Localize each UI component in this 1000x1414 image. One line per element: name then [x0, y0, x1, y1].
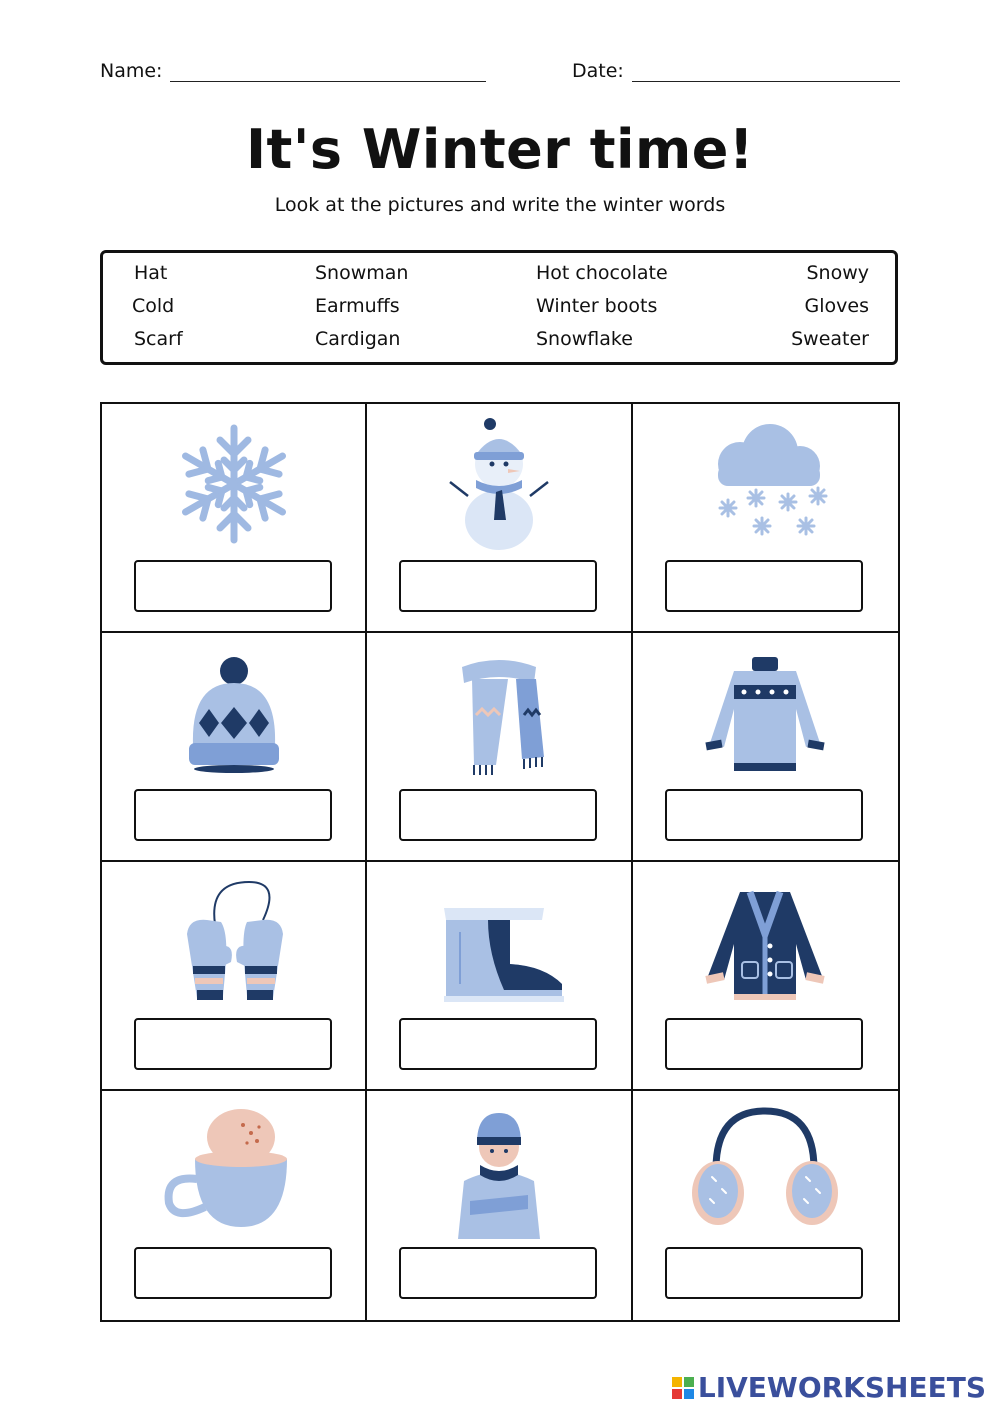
page-title: It's Winter time!	[245, 118, 755, 181]
logo-mark-icon	[672, 1377, 694, 1399]
word-bank-item: Snowy	[806, 262, 869, 284]
cardigan-icon	[690, 874, 840, 1010]
word-bank-item: Gloves	[804, 295, 869, 317]
hot-chocolate-icon	[159, 1103, 309, 1239]
name-field	[100, 60, 486, 82]
grid-cell	[367, 404, 632, 633]
snowflake-icon	[159, 416, 309, 552]
date-label: Date:	[572, 60, 624, 82]
word-bank-item: Hot chocolate	[536, 262, 668, 284]
word-bank-item: Winter boots	[536, 295, 658, 317]
answer-box[interactable]	[134, 789, 332, 841]
answer-box[interactable]	[399, 789, 597, 841]
winter-boot-icon	[424, 874, 574, 1010]
answer-box[interactable]	[665, 789, 863, 841]
word-bank-item: Cold	[132, 295, 175, 317]
grid-cell	[633, 862, 898, 1091]
grid-cell	[633, 404, 898, 633]
scarf-icon	[424, 645, 574, 781]
picture-grid	[100, 402, 900, 1322]
earmuffs-icon	[690, 1103, 840, 1239]
answer-box[interactable]	[399, 1247, 597, 1299]
sweater-icon	[690, 645, 840, 781]
grid-cell	[367, 633, 632, 862]
grid-cell	[102, 404, 367, 633]
answer-box[interactable]	[399, 560, 597, 612]
word-bank-item: Hat	[134, 262, 168, 284]
word-bank-item: Cardigan	[315, 328, 401, 350]
snowman-icon	[424, 416, 574, 552]
answer-box[interactable]	[134, 1247, 332, 1299]
mittens-icon	[159, 874, 309, 1010]
grid-cell	[367, 1091, 632, 1320]
grid-cell	[102, 633, 367, 862]
word-bank-item: Sweater	[791, 328, 869, 350]
answer-box[interactable]	[665, 1247, 863, 1299]
answer-box[interactable]	[399, 1018, 597, 1070]
name-input-line[interactable]	[170, 61, 486, 82]
answer-box[interactable]	[134, 560, 332, 612]
grid-cell	[102, 862, 367, 1091]
word-bank-item: Snowflake	[536, 328, 633, 350]
date-field	[572, 60, 900, 82]
answer-box[interactable]	[665, 560, 863, 612]
liveworksheets-logo	[672, 1371, 986, 1404]
grid-cell	[633, 1091, 898, 1320]
winter-hat-icon	[159, 645, 309, 781]
cold-person-icon	[424, 1103, 574, 1239]
grid-cell	[633, 633, 898, 862]
instructions: Look at the pictures and write the winter words	[274, 194, 726, 216]
name-label: Name:	[100, 60, 163, 82]
logo-text: LIVEWORKSHEETS	[697, 1371, 986, 1404]
grid-cell	[102, 1091, 367, 1320]
word-bank-item: Snowman	[315, 262, 409, 284]
date-input-line[interactable]	[632, 61, 900, 82]
word-bank-item: Scarf	[134, 328, 183, 350]
snowy-cloud-icon	[690, 416, 840, 552]
answer-box[interactable]	[665, 1018, 863, 1070]
answer-box[interactable]	[134, 1018, 332, 1070]
word-bank-item: Earmuffs	[315, 295, 400, 317]
word-bank	[100, 250, 898, 365]
grid-cell	[367, 862, 632, 1091]
